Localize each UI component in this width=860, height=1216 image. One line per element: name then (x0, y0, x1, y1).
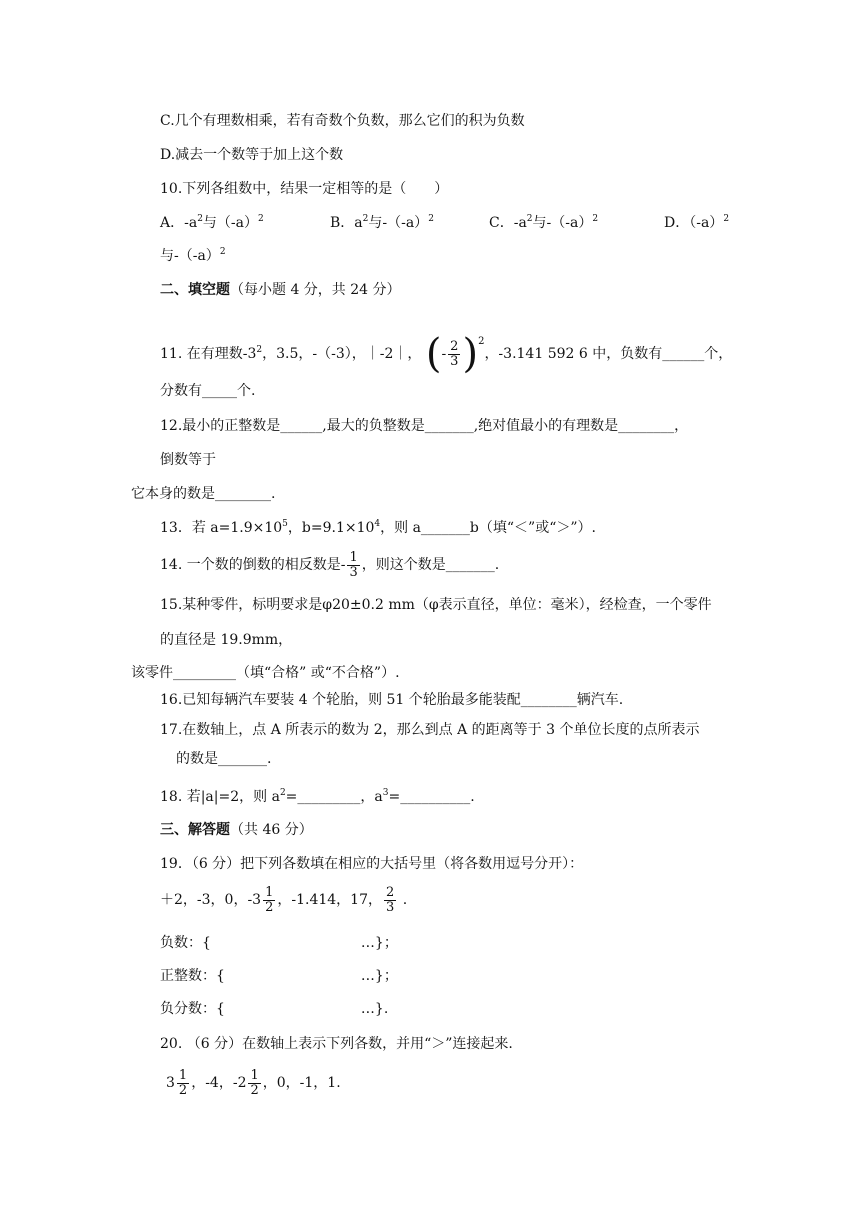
q20-stem: 20. （6 分）在数轴上表示下列各数，并用“＞”连接起来. (160, 1036, 513, 1052)
q16: 16.已知每辆汽车要装 4 个轮胎，则 51 个轮胎最多能装配________辆汽车. (160, 692, 624, 708)
q11-line1: 11. 在有理数$-3^2$，3.5，-（-3），｜-2｜， (- $\frac{2}{3}$ )2，-3.141 592 6 中，负数有______个， (160, 331, 733, 377)
q10-option-b: B．$a^2$与$-(-a)^2$ (330, 214, 434, 231)
q15-line1: 15.某种零件，标明要求是φ20±0.2 mm（φ表示直径，单位：毫米），经检查，一个零件 (160, 597, 712, 613)
q10-option-a: A．$-a^2$与$(-a)^2$ (160, 214, 264, 231)
q19-numbers: ＋2，-3，0，-3 $\frac{1}{2}$ ，-1.414，17， $\frac{2}{3}$ . (160, 884, 408, 915)
q10-option-c: C．$-a^2$与$-(-a)^2$ (489, 214, 599, 231)
q17-line2: 的数是_______. (176, 751, 272, 767)
q9-option-d: D.减去一个数等于加上这个数 (160, 147, 344, 163)
q18: 18. 若|a|=2，则 $a^2=\_\_\_\_\_\_\_\_\_$，$a^3=\_\_\_\_\_\_\_\_\_\_$. (160, 788, 475, 805)
q20-numbers: 3 $\frac{1}{2}$ ，-4，-2 $\frac{1}{2}$ ，0，-1，1. (166, 1067, 341, 1098)
q15-line2: 的直径是 19.9mm， (160, 632, 293, 648)
q19-fraction: $\frac{2}{3}$ (386, 884, 395, 915)
q10-option-d-continued: 与$-(-a)^2$ (160, 247, 226, 264)
q14: 14. 一个数的倒数的相反数是- $\frac{1}{3}$ ，则这个数是_______. (160, 549, 500, 580)
q19-positive-integer-set: 正整数：{ …}； (160, 968, 398, 984)
q14-fraction: $\frac{1}{3}$ (349, 549, 358, 580)
q10-stem: 10.下列各组数中，结果一定相等的是（ ） (160, 181, 449, 197)
q15-line3: 该零件_________（填“合格” 或“不合格”）. (131, 665, 400, 681)
q11-fraction: $\frac{2}{3}$ (450, 338, 459, 369)
q12-line3: 它本身的数是________. (131, 486, 276, 502)
q19-negative-fraction-set: 负分数：{ …}. (160, 1001, 389, 1017)
q17-line1: 17.在数轴上，点 A 所表示的数为 2，那么到点 A 的距离等于 3 个单位长度的点所表示 (160, 722, 700, 738)
q19-negative-set: 负数：{ …}； (160, 935, 398, 951)
q19-mixed-fraction: $\frac{1}{2}$ (265, 884, 274, 915)
q11-line2: 分数有_____个. (160, 383, 256, 399)
section-2-heading: 二、填空题（每小题 4 分，共 24 分） (160, 282, 401, 298)
q19-stem: 19．（6 分）把下列各数填在相应的大括号里（将各数用逗号分开）： (160, 856, 584, 872)
q12-line2: 倒数等于 (160, 452, 216, 468)
q10-option-d: D．$(-a)^2$ (664, 214, 730, 231)
section-3-heading: 三、解答题（共 46 分） (160, 822, 313, 838)
q20-fraction-1: $\frac{1}{2}$ (178, 1067, 188, 1098)
q20-fraction-2: $\frac{1}{2}$ (250, 1067, 259, 1098)
q13: 13．若 $a=1.9\times 10^5$，$b=9.1\times 10^4$，则 a_______b（填“＜”或“＞”）. (160, 519, 596, 536)
q12-line1: 12.最小的正整数是______,最大的负整数是_______,绝对值最小的有理数是________， (160, 418, 689, 434)
q9-option-c: C.几个有理数相乘，若有奇数个负数，那么它们的积为负数 (160, 113, 525, 129)
